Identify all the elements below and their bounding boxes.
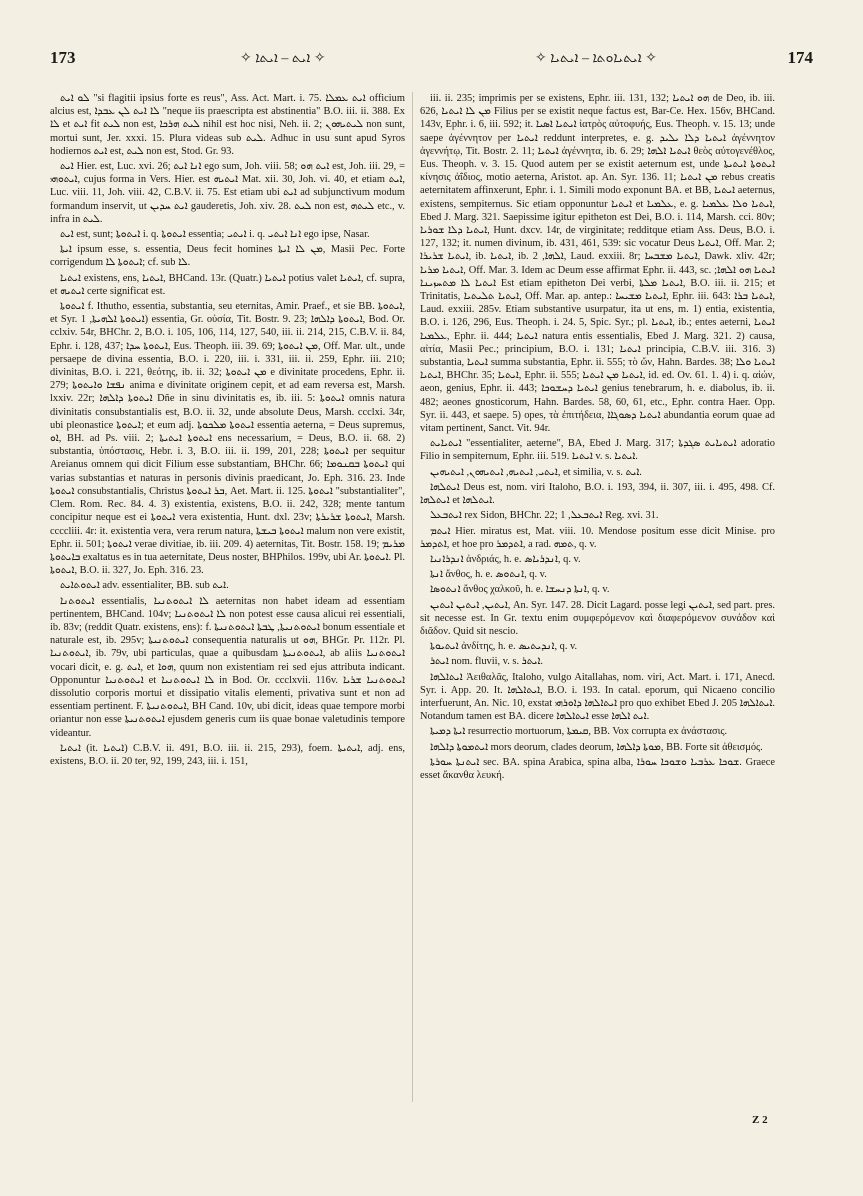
entry-paragraph: ܐܝܬܢܬܐ ܚܘܪܬܐ sec. BA. spina Arabica, spina alba, ܫܘܟܐ ܥܪܒܝܐ ܘܫܘܟܐ ܚܘܪܐ. Graece esset ἄκανθα λευκή. — [420, 756, 775, 781]
entry-paragraph: ܐܝܬܐ ipsum esse, s. essentia, Deus fecit homines ܡܢ ܠܐ ܐܝܬܐ, Masii Pec. Forte corrigendum ܐܝܬܘܬܐ ܠܐ; cf. sub ܠܐ. — [50, 244, 405, 269]
entry-paragraph: ܐܢܕܪܐܢܝܐ ἀνδριάς, h. e. ܐܢܕܪܝܐܣ, q. v. — [430, 553, 581, 565]
entry-paragraph: ܐܝܬ Hier. est, Luc. xvi. 26; ܐܢܐ ܐܝܬ ego sum, Joh. viii. 58; ܐܝܬ ܗܘ est, Joh. iii. 29, = ܐܝܬܘܗܝ, cujus forma in Vers. Hier. est ܐܝܬܝܗ Mat. xii. 30, Joh. vi. 40, et etiam ܐܝܬ, Luc. viii. 11, Joh. viii. 42, C.B.V. ii. 75. Est etiam ubi ܐܝܬ ad subjunctivum modum formandum inservit, ut ܐܝܬ ܚܕܝܢ gauderetis, Joh. xiv. 28. ܠܝܬ non est, ܠܝܬܗ etc., v. infra in ܠܝܬ. — [50, 161, 405, 225]
page-header — [50, 48, 813, 72]
entry-paragraph: ܐܢܬܐ ἄνθος, h. e. ܐܢܬܘܣ, q. v. — [430, 569, 547, 581]
entry-paragraph: ܐܝܬܘܬܢܐ essentialis, ܠܐ ܐܝܬܘܬܢܝܐ aeternitas non habet ideam ad essentiam pertinentem, BHCand. 104v; ܠܐ ܐܝܬܘܬܢܝܐ non potest esse causa alicui rei essentiali, ib. 83v; (reddit Quatr. existens, ens): f. ܐܝܬܘܬܢܝܬܐ, ܛܒܬܐ ܐܝܬܘܬܢܝܬܐ bonum essentiale et naturale est, ib. 295v; ܐܝܬܘܬܢܝܬܐ consequentia naturalis ut ܗܘ, BHGr. Pr. 112r. Pl. ܐܝܬܘܬܢܝܐ, ib. 79v, ubi particulas, quae a quibusdam ܐܝܬܘܬܢܝܬܐ, ab aliis ܐܝܬܘܬܢܝܐ vocari dicit, e. g. ܐܝܬ, et ܗܘܐ, quum non existentiam rei sed ejus attributa indicant. Opponuntur ܐܝܬܘܬܢܝܐ et ܠܐ ܐܝܬܘܬܢܝܐ in Bod. Or. ccclxvii. 116v. ܐܝܬܘܬܢܝܐ ܫܪܝܐ dissolutio corporis mortui et dissipatio vitalis elementi, privativa sunt et non ad essentiam pertinent. F. ܐܝܬܘܬܢܝܬܐ, BH Cand. 10v, ubi dicit, ideas quae tempore morbi oriantur non esse ܐܝܬܘܬܢܝܬܐ ejusdem generis cum iis quae bonae valetudinis tempore videantur. — [50, 595, 405, 739]
entry-paragraph: ܐܝܬܝܐ existens, ens, ܐܝܬܝܐ, BHCand. 13r. (Quatr.) ܐܝܬܝܐ potius valet ܐܝܬܝܐ, cf. supra, et ܐܝܬܝܗ certe significat est. — [50, 272, 405, 297]
signature-mark: Z 2 — [752, 1114, 768, 1126]
entry-paragraph: ܐܢܬܘܣܐ ἄνθος χαλκοῦ, h. e. ܐܢܬܐ ܕܢܚܫܐ, q. v. — [430, 584, 610, 596]
entry-paragraph: ܐܝܬܘܬܐܝܬ adv. essentialiter, BB. sub ܐܝܬ. — [60, 580, 229, 592]
entry-paragraph: ܐܝܬ est, sunt; ܐܝܬܘܬܐ i. q. ܐܝܬܘܬܐ essentia; ܐܝܬܝ i. q. ܐܢܐ ܐܝܬܝ ego ipse, Nasar. — [60, 229, 370, 241]
entry-paragraph: ܐܝܬܝܐ (it. ܐܝܬܝܐ) C.B.V. ii. 491, B.O. iii. ii. 215, 293), foem. ܐܝܬܝܬܐ, adj. ens, existens, B.O. ii. 20 ter, 92, 199, 243, iii. i. 151, — [50, 742, 405, 767]
entry-paragraph: ܐܝܬܒܥܠ rex Sidon, BHChr. 22; ܐܝܬܒܥܠ, 1 Reg. xvi. 31. — [430, 510, 659, 522]
entry-paragraph: ܐܝܬܐ ܕܡܝܬܐ resurrectio mortuorum, ܩܝܡܬܐ, BB. Vox corrupta ex ἀνάστασις. — [430, 726, 728, 738]
entry-paragraph: ܐܝܬܝܐܝܬ "essentialiter, aeterne", BA, Ebed J. Marg. 317; ܐܝܬܝܐܝܬ ܣܓܕܬܐ adoratio Filio in sempiternum, Ephr. iii. 519. ܐܝܬܝܐ v. s. ܐܝܬܝܐ. — [420, 438, 775, 463]
right-column — [420, 92, 775, 784]
entry-paragraph: ܐܝܬܝܢ, ܐܝܬܝܢ ܐܝܬܝܢ, An. Syr. 147. 28. Dicit Lagard. posse legi ܐܝܬܝܢ, sed part. pres. sit necesse est. In Gr. textu enim συμφερόμενον καὶ διαφερόμενον συνάδον καὶ διᾶδον. Quid sit nescio. — [420, 599, 775, 637]
right-running-title: ✧ ܐܝܬܝܐܘܬܐ – ܐܝܬܝܐ ✧ — [535, 51, 657, 66]
column-divider — [412, 92, 413, 1102]
entry-paragraph: iii. ii. 235; imprimis per se existens, Ephr. iii. 131, 132; ܗܘ ܐܝܬܝܐ de Deo, ib. iii. 626, ܡܢ ܠܐ ܐܝܬܝܐ Filius per se existit neque factus est, Bar-Ce. Hex. 156v, BHCand. 143v, Ephr. i. 6, iii. 592; it. ܐܝܬܝܐ ܐܣܝܐ ἰατρὸς αὐτοφυής, Eus. Theoph. v. 15. 13; unde saepe ἀγέννητον per ܐܝܬܝܐ reddunt interpretes, e. g. ܐܝܬܝܐ ܕܠܐ ܝܠܝܕ ἀγέννητον ἀγεννήτῳ, Tit. Bostr. 2. 11; ܐܝܬܝܐ ἀγέννητα, ib. 6. 29; ܐܝܬܝܐ ܐܠܗܐ θεὸς αὐτογενέθλος, Eus. Theoph. v. 3. 15. Quod autem per se existit aeternum est, unde ܐܝܬܘܬܐ ܐܝܬܝܬܐ κίνησις ἀΐδιος, motio aeterna, Aristot. ap. An. Syr. 136. 11; ܡܢ ܐܝܬܝܐ rebus creatis aeternitatem affinxerunt, Ephr. i. 1. Simili modo exponunt BA. et BB, ܐܝܬܝܐ aeternus, existens, sempiternus. Sic etiam opponuntur ܐܝܬܝܐ et ܥܠܡܝܐ, e. g. ܐܝܬܝܐ ܘܠܐ ܥܠܡܝܐ, Ebed J. Marg. 321. Saepissime igitur epitheton est Dei, B.O. i. 114, Marsh. cci. 80v; ܐܝܬܝܐ ܕܠܐ ܫܘܪܝܐ, Hunt. dxcv. 14r, de virginitate; redditque etiam Ass. Deus, B.O. i. 127, 132; it. numen divinum, ib. 431, 461, 539: sic vocatur Deus ܐܝܬܝܐ, Off. Mar. 2; ܐܝܬܝܐ ܫܪܝܪܐ, ib. ܐܝܬܝܐ, ib. ܐܠܗܐ, 2, Laud. exxiii. 8r; ܐܝܬܝܐ ܡܫܒܚܐ, Dawk. xliv. 42r; ܐܝܬܝܐ ܡܪܝܐ, Off. Mar. 3. Idem ac Deum esse affirmat Ephr. ii. 443, sc. ܐܝܬܝܐ ܗܘ ܐܠܗܐ; ܐܝܬܝܐ ܠܐ ܡܬܚܙܝܢܐ Est etiam epitheton Dei verbi, ܐܝܬܝܐ ܡܠܬܐ, B.O. iii. ii. 215; et Trinitatis, ܐܝܬܝܐ ܬܠܝܬܝܐ, Off. Mar. ap. antep.: ܐܝܬܝܐ ܡܫܝܚܐ, Ephr. iii. 643: ܐܝܬܝܐ ܒܪܐ, Laud. exxiii. 285v. Etiam substantive usurpatur, ita ut ens, m. 1) entia, existentia, B.O. i. 126, 296, Eus. Theoph. i. 24. 5, Spic. Syr.; pl. ܐܝܬܝܐ, ib.; entes aeterni, ܐܝܬܝܐ ܥܠܡܝܐ, Ephr. ii. 444; ܐܝܬܝܐ natura entis essentialis, Ebed J. Marg. 321. 2) causa, αἰτία, Masii Pec.; principium, B.O. i. 131; ܐܝܬܝܐ principia, C.B.V. iii. 316. 3) substantia, ܐܝܬܝܐ summa substantia, Ephr. ii. 555; τὸ ὤν, Hahn. Bardes. 38; ܐܝܬܝܐ ܘܠܐ ܐܝܬܝܐ, BHChr. 35; ܐܝܬܝܐ, Ephr. ii. 555; ܐܝܬܝܐ ܡܢ ܐܝܬܝܐ, id. ed. Ov. 61. 1. 4) i. q. αἰών, aeon, genius, Ephr. ii. 443; ܐܝܬܝܐ ܕܚܫܘܟܐ genius tenebrarum, h. e. diabolus, ib. ii. 482; aeones gnosticorum, Hahn. Bardes. 58, 60, 61, etc., Ephr. contra Haer. Opp. Syr. ii. 443, et saepe. 5) opes, τὰ ἐπιτήδεια, ܐܝܬܝܐ ܕܣܘܓܐܐ abundantia eorum quae ad vitam pertinent, Sanct. Vit. 94r. — [420, 93, 775, 435]
left-column — [50, 92, 405, 770]
right-page-number: 174 — [787, 48, 813, 67]
entry-paragraph: ܠܘ ܐܝܬ "si flagitii ipsius forte es reus", Ass. Act. Mart. i. 75. ܐܝܬ ܥܡܠܐ officium alcius est, ܠܐ ܐܝܬ ܠܢ ܥܒܕܐ "neque iis praescripta est abstinentia" B.O. iii. ii. 388. Ex ܠܐ et ܐܝܬ fit ܠܝܬ non est, ܠܝܬ ܗܪܟܐ nihil est hoc nisi, Neh. ii. 2; ܠܝܬܝܗܘܢ non sunt, mortui sunt, Jer. xxxi. 15. Plura videas sub ܠܝܬ. Adhuc in usu sunt apud Syros hodiernos ܐܝܬ est, ܠܝܬ non est, Stod. Gr. 93. — [50, 93, 405, 157]
left-page-number: 173 — [50, 48, 76, 67]
left-running-title: ✧ ܐܝܬ – ܐܝܬܐ ✧ — [240, 51, 326, 66]
entry-paragraph: ܐܝܬܝ, ܐܝܬܝܗ, ܐܝܬܝܗܘܢ, ܐܝܬܝܗܝܢ, et similia, v. s. ܐܝܬ. — [430, 466, 642, 478]
entry-paragraph: ܐܝܬܡ Hier. miratus est, Mat. viii. 10. Mendose positum esse dicit Minise. pro ܐܬܕܡܪ, et hoe pro ܐܬܕܡܪ, a rad. ܬܡܗ, q. v. — [420, 525, 775, 550]
entry-paragraph: ܐܝܬܪ nom. fluvii, v. s. ܐܝܬܪ. — [430, 656, 544, 668]
entry-paragraph: ܐܝܬܝܘܬܐ ἀνδίτης, h. e. ܐܢܕܝܬܝܣ, q. v. — [430, 641, 578, 653]
entry-paragraph: ܐܝܬܘܬܐ f. Ithutho, essentia, substantia, seu eternitas, Amir. Praef., et sie BB. ܐܝܬܘܬܐ, et Syr. ܐܝܬܘܬܐ ܐܠܗܝܬܐ, 1) essentia, Gr. οὐσία, Tit. Bostr. 9. 23; ܐܝܬܘܬܐ ܕܐܠܗܐ, Bod. Or. cclxiv. 54r, BHChr. 2, B.O. i. 105, 106, 114, 127, 540, iii. ii. 214, 215, C.B.V. ii. 84, Ephr. i. 128, 437; ܐܝܬܘܬܐ ܚܕܐ, Eus. Theoph. iii. 39. 69; ܡܢ ܐܝܬܘܬܐ, Off. Mar. ult., unde persaepe de divina essentia, B.O. i. 220, iii. i. 331, iii. ii. 259, Ephr. iii. 210; divinitas, B.O. i. 221, θεότης, ib. ii. 32; ܡܢ ܐܝܬܘܬܐ e divinitate procedens, Ephr. ii. 279; ܢܦܫܐ ܘܐܝܬܘܬܐ anima e divinitate originem cepit, et ad eam reversa est, Marsh. lxxiv. 22r; ܐܝܬܘܬܐ ܕܐܠܗܐ Dñe in sinu divinitatis es, ib. iii. 5: ܐܝܬܘܬܐ omnis natura divinitatis consubstantialis est, B.O. ii. 32, unde absolute Deus, Marsh. ccclxi. 34r, ubi pleonastice ܐܝܬܘܬܐ; et eum adj. ܐܝܬܘܬܐ ܡܠܟܘܬܐ essentia aeterna, = Deus supremus, ܐܘ, BH. ad Ps. viii. 2; ܐܝܬܘܬܐ ܐܝܬܝܬܐ ens necessarium, = Deus, B.O. ii. 68. 2) substantia, ὑπόστασις, Hebr. i. 3, B.O. iii. ii. 199, 201, 228; ܐܝܬܘܬܐ per sequitur Areianus omnem qui dicit Filium esse substantiam, BHChr. 66; ܐܝܬܘܬܐ ܒܩܢܘܡܐ qui varias substantias et naturas in personis divinis praedicant, Jo. Eph. 316. 23. Inde ܐܝܬܘܬܐ consubstantialis, Christus ܒܪ ܐܝܬܘܬܐ, Aet. Mart. ii. 125. ܐܝܬܘܬܐ "substantialiter", Clem. Rom. Rec. 84. 4. 3) existentia, existens, B.O. ii. 242, 328; mente tantum concipitur neque est ei ܐܝܬܘܬܐ vera existentia, Hunt. dxl. 23v; ܐܝܬܘܬܐ ܫܪܝܪܬܐ, Marsh. ccccliii. 4r: it. existentia vera, vera rerum natura, ܐܝܬܘܬܐ ܒܝܫܬܐ malum non vere existit, Ephr. ii. 501; ܐܝܬܘܬܐ verae divitiae, ib. iii. 209. 4) aeternitas, Tit. Bostr. 158. 19; ܡܪܝܡ ܒܐܝܬܘܬܐ exaltatus es in tua aeternitate, Deus noster, BHPhilos. 199v, ubi Ar. ܐܝܬܘܬܐ. Pl. ܐܝܬܘܬܐ, B.O. ii. 327, Jo. Eph. 316. 23. — [50, 301, 405, 577]
entry-paragraph: ܐܝܬܐܠܗܐ Ἀειθαλᾶς, Italoho, vulgo Aitallahas, nom. viri, Act. Mart. i. 171, Anecd. Syr. i. App. 20. It. ܐܝܬܐܠܗܐ, B.O. i. 193. In catal. eporum, qui Nicaeno concilio interfuerunt, An. Nic. 10, exstat ܐܝܬܐܠܗܐ ܕܐܘܪܗܝ pro quo exhibet Ebed J. 205 ܐܝܬܐܠܗܐ. Notandum tamen est BA. dicere ܐܝܬܐܠܗܐ esse ܐܝܬ ܐܠܗܐ. — [420, 671, 775, 723]
entry-paragraph: ܐܝܬܠܗܐ Deus est, nom. viri Italoho, B.O. i. 193, 394, ii. 307, iii. i. 495, 498. Cf. ܐܝܬܠܗܐ et ܐܝܬܠܗܐ. — [420, 481, 775, 507]
entry-paragraph: ܐܝܬܡܘܬܐ ܕܐܠܗܐ mors deorum, clades deorum, ܡܘܬܐ ܕܐܠܗܐ, BB. Forte sit ἀθεισμός. — [430, 741, 763, 753]
